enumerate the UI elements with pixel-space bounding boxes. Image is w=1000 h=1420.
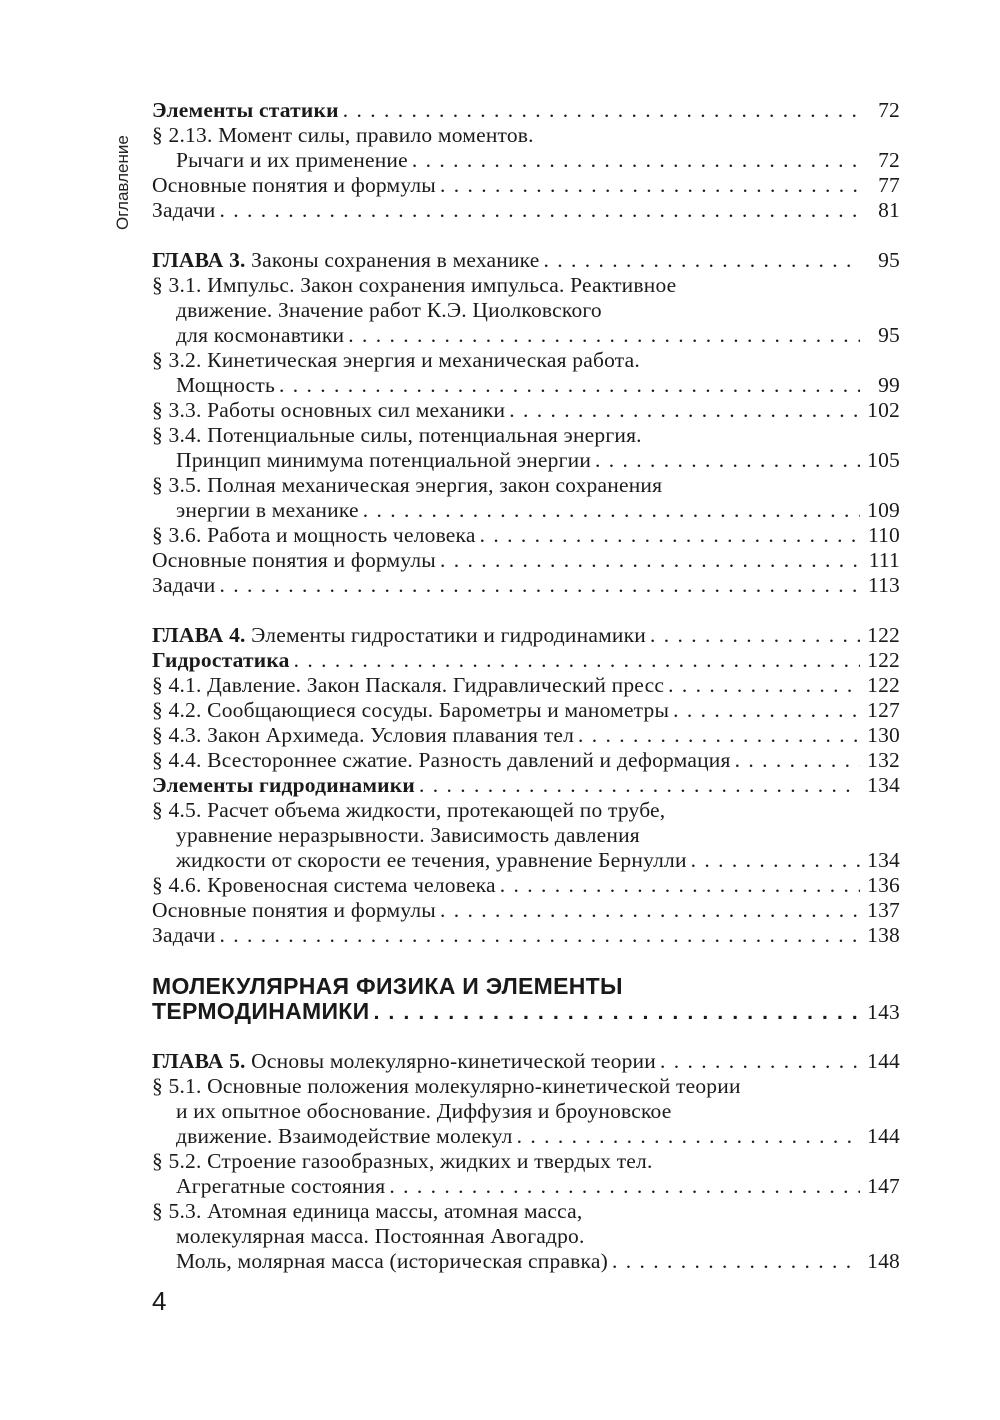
dot-leader <box>735 748 860 773</box>
toc-page-number: 138 <box>867 923 900 947</box>
toc-line <box>152 1224 900 1249</box>
chapter-label: ГЛАВА 5. <box>152 1049 246 1073</box>
toc-entry[interactable] <box>152 98 900 123</box>
running-header-vertical <box>113 100 143 230</box>
toc-page-number: 122 <box>867 648 900 672</box>
toc-entry-title: Гидростатика <box>152 648 290 672</box>
toc-entry[interactable] <box>152 173 900 198</box>
toc-entry-title: § 4.2. Сообщающиеся сосуды. Барометры и манометры <box>152 698 670 722</box>
toc-line-text: § 3.4. Потенциальные силы, потенциальная энергия. <box>152 423 642 447</box>
toc-entry[interactable] <box>152 898 900 923</box>
toc-entry[interactable] <box>152 1174 900 1199</box>
dot-leader <box>650 623 860 648</box>
dot-leader <box>343 98 860 123</box>
toc-entry[interactable] <box>152 248 900 273</box>
toc-page-number: 134 <box>867 773 900 797</box>
toc-entry-title: Основные понятия и формулы <box>152 898 436 922</box>
toc-entry-title: Агрегатные состояния <box>176 1174 386 1198</box>
toc-entry-title <box>152 248 540 273</box>
dot-leader <box>363 498 860 523</box>
toc-page-number: 95 <box>878 323 900 347</box>
toc-page-number: 148 <box>867 1249 900 1273</box>
dot-leader <box>219 573 860 598</box>
toc-entry[interactable] <box>152 548 900 573</box>
dot-leader <box>279 373 860 398</box>
toc-entry[interactable] <box>152 1249 900 1274</box>
toc-entry-title: для космонавтики <box>176 323 345 347</box>
dot-leader <box>440 173 860 198</box>
toc-line-text: движение. Значение работ К.Э. Циолковского <box>176 298 602 322</box>
page-number: 4 <box>152 1286 167 1316</box>
toc-entry[interactable] <box>152 923 900 948</box>
toc-page-number: 111 <box>868 548 900 572</box>
toc-entry[interactable] <box>152 748 900 773</box>
toc-line-text: § 5.3. Атомная единица массы, атомная масса, <box>152 1199 583 1223</box>
toc-line <box>152 123 900 148</box>
toc-page-number: 113 <box>867 573 900 597</box>
toc-entry-title: Мощность <box>176 373 276 397</box>
toc-entry-title: § 4.6. Кровеносная система человека <box>152 873 496 897</box>
toc-entry[interactable] <box>152 148 900 173</box>
toc-line-text: § 2.13. Момент силы, правило моментов. <box>152 123 534 147</box>
dot-leader <box>412 148 860 173</box>
dot-leader <box>294 648 860 673</box>
chapter-label: ГЛАВА 3. <box>152 248 246 272</box>
toc-entry[interactable] <box>152 673 900 698</box>
toc-entry[interactable] <box>152 723 900 748</box>
toc-page-number: 143 <box>867 1000 900 1024</box>
toc-line <box>152 423 900 448</box>
toc-page-number: 105 <box>867 448 900 472</box>
toc-entry[interactable] <box>152 373 900 398</box>
toc-entry-title: Рычаги и их применение <box>176 148 408 172</box>
toc-entry-title: жидкости от скорости ее течения, уравнение Бернулли <box>176 848 687 872</box>
toc-entry-title: Моль, молярная масса (историческая справка) <box>176 1249 608 1273</box>
dot-leader <box>612 1249 860 1274</box>
dot-leader <box>440 548 860 573</box>
toc-entry[interactable] <box>152 323 900 348</box>
dot-leader <box>348 323 860 348</box>
toc-line <box>152 823 900 848</box>
toc-page-number: 122 <box>867 623 900 647</box>
dot-leader <box>578 723 860 748</box>
dot-leader <box>509 398 860 423</box>
part-title: МОЛЕКУЛЯРНАЯ ФИЗИКА И ЭЛЕМЕНТЫ <box>152 973 623 999</box>
toc-line <box>152 1074 900 1099</box>
toc-entry-title <box>152 623 646 648</box>
toc-entry-title: § 4.1. Давление. Закон Паскаля. Гидравлический пресс <box>152 673 665 697</box>
dot-leader <box>389 1174 860 1199</box>
toc-entry-title: движение. Взаимодействие молекул <box>176 1124 513 1148</box>
toc-line-text: и их опытное обоснование. Диффузия и броуновское <box>176 1099 672 1123</box>
toc-entry-title: § 4.4. Всестороннее сжатие. Разность давлений и деформация <box>152 748 731 772</box>
toc-entry-title: ТЕРМОДИНАМИКИ <box>152 998 370 1024</box>
toc-line-text: § 3.1. Импульс. Закон сохранения импульса. Реактивное <box>152 273 677 297</box>
toc-page-number: 81 <box>878 198 900 222</box>
toc-page-number: 147 <box>867 1174 900 1198</box>
chapter-title: Законы сохранения в механике <box>245 248 540 272</box>
toc-page-number: 130 <box>867 723 900 747</box>
toc-page-number: 137 <box>867 898 900 922</box>
chapter-title: Элементы гидростатики и гидродинамики <box>245 623 646 647</box>
toc-entry[interactable] <box>152 698 900 723</box>
toc-entry[interactable] <box>152 1049 900 1074</box>
toc-line-text: уравнение неразрывности. Зависимость давления <box>176 823 640 847</box>
dot-leader <box>373 1000 860 1025</box>
toc-entry-title: Задачи <box>152 198 216 222</box>
toc-page-number: 72 <box>878 98 900 122</box>
toc-entry[interactable] <box>152 498 900 523</box>
toc-entry[interactable] <box>152 848 900 873</box>
toc-entry[interactable] <box>152 448 900 473</box>
toc-line-text: молекулярная масса. Постоянная Авогадро. <box>176 1224 585 1248</box>
toc-line-text: § 3.5. Полная механическая энергия, закон сохранения <box>152 473 663 497</box>
dot-leader <box>517 1124 860 1149</box>
toc-entry-title: Задачи <box>152 573 216 597</box>
toc-entry[interactable] <box>152 1124 900 1149</box>
dot-leader <box>219 198 860 223</box>
toc-entry-title: Элементы гидродинамики <box>152 773 415 797</box>
toc-line <box>152 348 900 373</box>
toc-page-number: 122 <box>867 673 900 697</box>
table-of-contents <box>152 98 900 1274</box>
dot-leader <box>544 248 860 273</box>
toc-entry[interactable] <box>152 773 900 798</box>
toc-page-number: 102 <box>867 398 900 422</box>
toc-page-number: 132 <box>867 748 900 772</box>
dot-leader <box>673 698 860 723</box>
toc-entry-title: Принцип минимума потенциальной энергии <box>176 448 592 472</box>
toc-entry[interactable] <box>152 873 900 898</box>
toc-line-text: § 5.2. Строение газообразных, жидких и твердых тел. <box>152 1149 653 1173</box>
toc-line <box>152 1099 900 1124</box>
toc-line <box>152 798 900 823</box>
toc-page-number: 72 <box>878 148 900 172</box>
toc-entry[interactable] <box>152 523 900 548</box>
toc-entry[interactable] <box>152 573 900 598</box>
toc-entry-title: Задачи <box>152 923 216 947</box>
part-title-entry[interactable] <box>152 999 900 1024</box>
chapter-label: ГЛАВА 4. <box>152 623 246 647</box>
toc-page-number: 77 <box>878 173 900 197</box>
running-header-text: Оглавление <box>113 135 132 230</box>
toc-page-number: 134 <box>867 848 900 872</box>
toc-page-number: 136 <box>867 873 900 897</box>
section-gap <box>152 223 900 248</box>
toc-entry[interactable] <box>152 623 900 648</box>
toc-page-number: 127 <box>867 698 900 722</box>
toc-page-number: 144 <box>867 1049 900 1073</box>
toc-entry-title <box>152 1049 656 1074</box>
toc-page-number: 110 <box>867 523 900 547</box>
dot-leader <box>500 873 860 898</box>
dot-leader <box>440 898 860 923</box>
toc-entry[interactable] <box>152 198 900 223</box>
toc-entry-title: энергии в механике <box>176 498 359 522</box>
section-gap <box>152 1024 900 1049</box>
toc-line-text: § 3.2. Кинетическая энергия и механическая работа. <box>152 348 640 372</box>
toc-line <box>152 1149 900 1174</box>
toc-entry-title: § 4.3. Закон Архимеда. Условия плавания тел <box>152 723 574 747</box>
dot-leader <box>219 923 860 948</box>
dot-leader <box>595 448 860 473</box>
section-gap <box>152 948 900 973</box>
toc-entry[interactable] <box>152 648 900 673</box>
toc-line <box>152 298 900 323</box>
toc-page-number: 109 <box>867 498 900 522</box>
toc-entry-title: § 3.3. Работы основных сил механики <box>152 398 506 422</box>
dot-leader <box>480 523 860 548</box>
toc-line <box>152 473 900 498</box>
toc-line-text: § 4.5. Расчет объема жидкости, протекающей по трубе, <box>152 798 666 822</box>
toc-page-number: 99 <box>878 373 900 397</box>
chapter-title: Основы молекулярно-кинетической теории <box>245 1049 656 1073</box>
toc-page-number: 95 <box>878 248 900 272</box>
toc-entry[interactable] <box>152 398 900 423</box>
dot-leader <box>691 848 860 873</box>
dot-leader <box>660 1049 860 1074</box>
toc-entry-title: Элементы статики <box>152 98 339 122</box>
dot-leader <box>419 773 860 798</box>
toc-page-number: 144 <box>867 1124 900 1148</box>
toc-entry-title: Основные понятия и формулы <box>152 548 436 572</box>
toc-line <box>152 1199 900 1224</box>
toc-line-text: § 5.1. Основные положения молекулярно-кинетической теории <box>152 1074 741 1098</box>
section-gap <box>152 598 900 623</box>
toc-entry-title: Основные понятия и формулы <box>152 173 436 197</box>
dot-leader <box>668 673 860 698</box>
toc-line <box>152 273 900 298</box>
toc-entry-title: § 3.6. Работа и мощность человека <box>152 523 476 547</box>
